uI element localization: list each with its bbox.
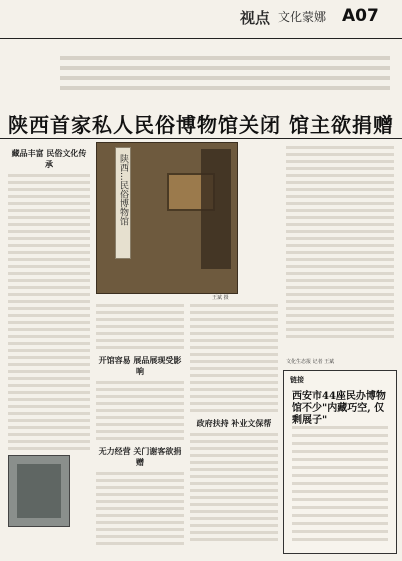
masthead-brand: 视点 xyxy=(240,9,271,27)
sidebar-box xyxy=(283,370,397,554)
left-body xyxy=(8,174,90,450)
headline-rule xyxy=(0,138,402,139)
sidebar-body xyxy=(292,421,388,546)
masthead xyxy=(0,0,402,38)
middle-subhead-3: 无力经营 关门谢客欲捐赠 xyxy=(98,446,182,467)
small-photo xyxy=(8,455,70,527)
main-photo xyxy=(96,142,238,294)
right-column xyxy=(286,142,394,342)
middle-subhead-2: 开馆容易 展品展现受影响 xyxy=(98,355,182,376)
masthead-rule xyxy=(0,38,402,39)
left-subhead: 藏品丰富 民俗文化传承 xyxy=(11,148,87,169)
sidebar-title: 西安市44座民办博物馆不少"内藏巧空, 仅剩展子" xyxy=(292,391,386,426)
headline: 陕西首家私人民俗博物馆关闭 馆主欲捐赠 xyxy=(8,113,394,137)
sidebar-tag: 链接 xyxy=(290,376,304,384)
door xyxy=(201,149,231,269)
middle-column xyxy=(96,300,184,549)
lead-paragraph xyxy=(60,50,390,92)
museum-plaque: 陕西...民俗博物馆 xyxy=(115,147,131,259)
masthead-channel: 文化蒙娜 xyxy=(278,10,327,24)
left-column xyxy=(8,142,90,454)
center-right-column xyxy=(190,300,278,545)
page-code: A07 xyxy=(342,6,379,26)
right-subhead: 政府扶持 补业文保帮 xyxy=(196,418,272,428)
byline: 文化生态报 记者 王斌 xyxy=(286,359,335,365)
main-photo-credit: 王斌 摄 xyxy=(212,295,229,301)
